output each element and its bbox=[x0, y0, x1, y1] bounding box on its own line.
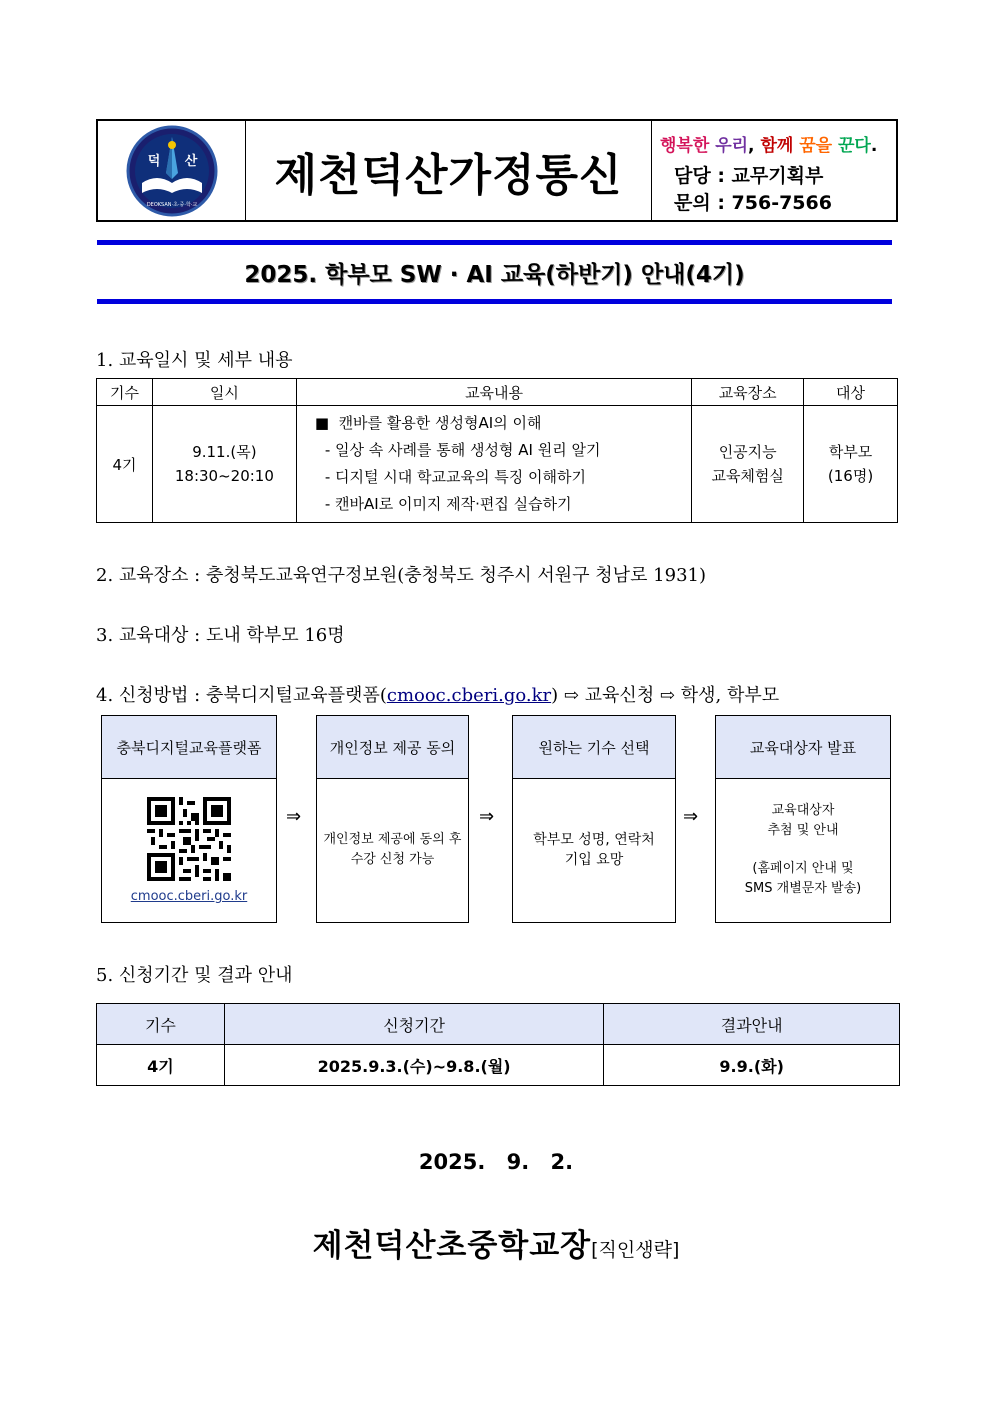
signer-name: 제천덕산초중학교장 bbox=[312, 1228, 592, 1264]
col-target: 대상 bbox=[804, 379, 898, 406]
section4-heading bbox=[96, 681, 779, 707]
school-logo bbox=[98, 121, 246, 221]
flow-step-body bbox=[102, 778, 276, 922]
contact-department: 담당 : 교무기획부 bbox=[674, 165, 824, 187]
logo-ring-text: DEOKSAN·초·중·학·교 bbox=[146, 202, 198, 208]
place-line: 인공지능 bbox=[718, 443, 777, 461]
cell-place bbox=[692, 406, 804, 523]
content-title: ■ 캔바를 활용한 생성형AI의 이해 bbox=[314, 414, 542, 432]
seal-note: [직인생략] bbox=[591, 1239, 680, 1261]
cell-cohort: 4기 bbox=[97, 1045, 225, 1086]
col-datetime: 일시 bbox=[152, 379, 296, 406]
col-cohort: 기수 bbox=[97, 1004, 225, 1045]
section4-suffix: ) ⇨ 교육신청 ⇨ 학생, 학부모 bbox=[551, 685, 780, 706]
application-period-table bbox=[96, 1003, 900, 1086]
title-top-rule bbox=[97, 240, 892, 245]
flow-body-line: 개인정보 제공에 동의 후 bbox=[323, 832, 462, 847]
content-item: - 일상 속 사례를 통해 생성형 AI 원리 알기 bbox=[324, 441, 601, 459]
cell-content bbox=[296, 406, 691, 523]
flow-step-title: 교육대상자 발표 bbox=[716, 716, 890, 779]
slogan-part: . bbox=[870, 136, 878, 156]
cell-datetime bbox=[152, 406, 296, 523]
flow-arrow-icon: ⇒ bbox=[286, 806, 302, 827]
flow-body-line: 학부모 성명, 연락처 bbox=[533, 832, 655, 848]
flow-body-line: SMS 개별문자 발송) bbox=[744, 881, 862, 896]
place-line: 교육체험실 bbox=[711, 467, 784, 485]
slogan-part: , bbox=[748, 136, 761, 156]
slogan-part: 꾼다 bbox=[837, 136, 871, 156]
col-period: 신청기간 bbox=[224, 1004, 604, 1045]
section4-prefix: 4. 신청방법 : 충북디지털교육플랫폼( bbox=[96, 685, 387, 706]
section5-heading: 5. 신청기간 및 결과 안내 bbox=[96, 965, 293, 986]
flow-step-body bbox=[716, 778, 890, 922]
contact-phone: 문의 : 756-7566 bbox=[674, 192, 832, 214]
flow-step-announce bbox=[715, 715, 891, 923]
col-result: 결과안내 bbox=[604, 1004, 900, 1045]
col-place: 교육장소 bbox=[692, 379, 804, 406]
section1-heading: 1. 교육일시 및 세부 내용 bbox=[96, 350, 293, 371]
flow-step-title: 개인정보 제공 동의 bbox=[317, 716, 468, 779]
flow-step-title: 충북디지털교육플랫폼 bbox=[102, 716, 276, 779]
slogan bbox=[660, 131, 877, 156]
cell-date: 9.11.(목) bbox=[192, 443, 257, 461]
col-content: 교육내용 bbox=[296, 379, 691, 406]
flow-body-line: (홈페이지 안내 및 bbox=[752, 861, 854, 876]
table-header-row bbox=[97, 379, 898, 406]
cell-period: 2025.9.3.(수)~9.8.(월) bbox=[224, 1045, 604, 1086]
flow-step-title: 원하는 기수 선택 bbox=[513, 716, 675, 779]
flow-step-body bbox=[317, 778, 468, 922]
contact-cell bbox=[652, 121, 896, 220]
qr-code-icon[interactable] bbox=[147, 797, 231, 881]
flow-body-line: 기입 요망 bbox=[564, 852, 624, 868]
flow-body-line: 교육대상자 bbox=[771, 803, 835, 818]
flow-step-consent bbox=[316, 715, 469, 923]
flow-body-line: 수강 신청 가능 bbox=[350, 852, 435, 867]
logo-char-left: 덕 bbox=[147, 154, 161, 169]
slogan-part: 함께 bbox=[760, 136, 800, 156]
flow-arrow-icon: ⇒ bbox=[479, 806, 495, 827]
table-row bbox=[97, 1045, 900, 1086]
col-cohort: 기수 bbox=[97, 379, 153, 406]
slogan-part: 행복한 bbox=[660, 136, 716, 156]
section3-heading: 3. 교육대상 : 도내 학부모 16명 bbox=[96, 625, 345, 646]
slogan-part: 우리 bbox=[715, 136, 749, 156]
slogan-part: 꿈을 bbox=[799, 136, 838, 156]
title-bottom-rule bbox=[97, 299, 892, 304]
issue-date: 2025. 9. 2. bbox=[418, 1150, 574, 1174]
cell-target bbox=[804, 406, 898, 523]
signature-line bbox=[0, 1220, 992, 1265]
cell-cohort: 4기 bbox=[97, 406, 153, 523]
flow-step-select-cohort bbox=[512, 715, 676, 923]
cell-time: 18:30~20:10 bbox=[174, 467, 274, 485]
content-item: - 디지털 시대 학교교육의 특징 이해하기 bbox=[324, 468, 586, 486]
cell-result: 9.9.(화) bbox=[604, 1045, 900, 1086]
target-line: (16명) bbox=[827, 467, 874, 485]
newsletter-title: 제천덕산가정통신 bbox=[246, 121, 652, 220]
schedule-table bbox=[96, 378, 898, 523]
logo-char-right: 산 bbox=[184, 154, 198, 169]
flow-arrow-icon: ⇒ bbox=[683, 806, 699, 827]
target-line: 학부모 bbox=[828, 443, 873, 461]
newsletter-header bbox=[96, 119, 898, 222]
flow-body-line: 추첨 및 안내 bbox=[767, 823, 839, 838]
square-bullet-icon: ■ bbox=[314, 414, 339, 432]
flow-step-platform bbox=[101, 715, 277, 923]
section2-heading: 2. 교육장소 : 충청북도교육연구정보원(충청북도 청주시 서원구 청남로 1931) bbox=[96, 565, 707, 586]
platform-link[interactable]: cmooc.cberi.go.kr bbox=[386, 685, 552, 706]
document-title: 2025. 학부모 SW · AI 교육(하반기) 안내(4기) bbox=[244, 262, 745, 288]
content-item: - 캔바AI로 이미지 제작·편집 실습하기 bbox=[324, 495, 572, 513]
flow-step-body bbox=[513, 778, 675, 922]
qr-link[interactable]: cmooc.cberi.go.kr bbox=[130, 889, 248, 904]
school-logo-cell bbox=[98, 121, 246, 220]
table-header-row bbox=[97, 1004, 900, 1045]
table-row bbox=[97, 406, 898, 523]
